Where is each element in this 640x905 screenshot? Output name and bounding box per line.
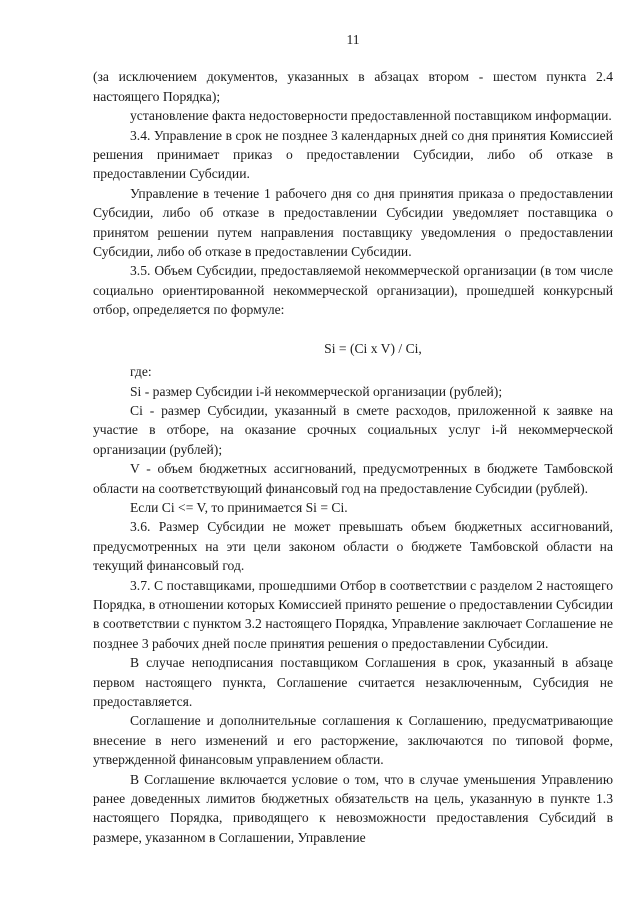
paragraph-2: установление факта недостоверности предоставленной поставщиком информации. xyxy=(130,108,612,124)
document-page xyxy=(93,30,613,847)
paragraph-agreement-condition: В Соглашение включается условие о том, что в случае уменьшения Управлению ранее доведенных лимитов бюджетных обязательств на цель, указанную в пункте 1.3 настоящего Порядка, приводящего к невозможности предоставления Субсидий в размере, указанном в Соглашении, Управление xyxy=(93,771,613,845)
page-number: 11 xyxy=(346,32,360,47)
paragraph-unsigned-agreement: В случае неподписания поставщиком Соглашения в срок, указанный в абзаце первом настоящего пункта, Соглашение считается незаключенным, Субсидия не предоставляется. xyxy=(93,655,613,709)
paragraph-agreement-form: Соглашение и дополнительные соглашения к Соглашению, предусматривающие внесение в него изменений и его расторжение, заключаются по типовой форме, утвержденной финансовым управлением области. xyxy=(93,713,613,768)
paragraph-1: (за исключением документов, указанных в абзацах втором - шестом пункта 2.4 настоящего Порядка); xyxy=(93,69,613,104)
paragraph-3-5: 3.5. Объем Субсидии, предоставляемой некоммерческой организации (в том числе социально ориентированной некоммерческой организации), прошедшей конкурсный отбор, определяется по формуле: xyxy=(93,263,613,318)
formula: Si = (Ci x V) / Ci, xyxy=(324,340,422,356)
paragraph-3-6: 3.6. Размер Субсидии не может превышать объем бюджетных ассигнований, предусмотренных на эти цели законом области о бюджете Тамбовской области на текущий финансовый год. xyxy=(93,519,613,574)
paragraph-v-definition: V - объем бюджетных ассигнований, предусмотренных в бюджете Тамбовской области на соответствующий финансовый год на предоставление Субсидии (рублей). xyxy=(93,461,613,496)
paragraph-3-7: 3.7. С поставщиками, прошедшими Отбор в соответствии с разделом 2 настоящего Порядка, в отношении которых Комиссией принято решение о предоставлении Субсидии в соответствии с пунктом 3.2 настоящего Порядка, Управление заключает Соглашение не позднее 3 рабочих дней после принятия решения о предоставлении Субсидии. xyxy=(93,577,613,651)
paragraph-ci-definition: Ci - размер Субсидии, указанный в смете расходов, приложенной к заявке на участие в отборе, на оказание срочных социальных услуг i-й некоммерческой организации (рублей); xyxy=(93,402,613,457)
paragraph-notification: Управление в течение 1 рабочего дня со дня принятия приказа о предоставлении Субсидии, либо об отказе в предоставлении Субсидии уведомляет поставщика о принятом решении путем направления поставщику уведомления о предоставлении Субсидии, либо об отказе в предоставлении Субсидии. xyxy=(93,185,613,260)
paragraph-si-definition: Si - размер Субсидии i-й некоммерческой организации (рублей); xyxy=(130,383,503,399)
paragraph-condition: Если Ci <= V, то принимается Si = Ci. xyxy=(130,499,348,515)
paragraph-where: где: xyxy=(130,364,152,380)
paragraph-3-4: 3.4. Управление в срок не позднее 3 календарных дней со дня принятия Комиссией решения принимает приказ о предоставлении Субсидии, либо об отказе в предоставлении Субсидии. xyxy=(93,127,613,182)
